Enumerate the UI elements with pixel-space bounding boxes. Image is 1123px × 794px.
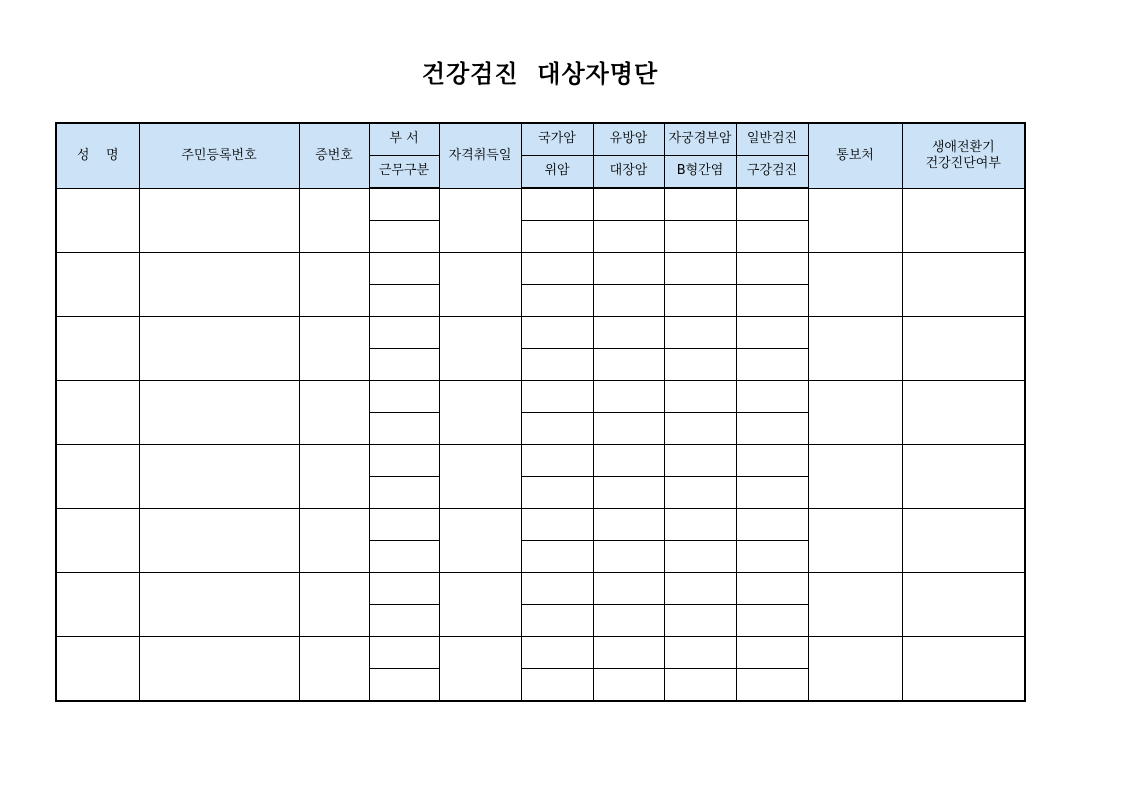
national-cancer-cell[interactable] (521, 573, 593, 605)
resident-number-cell[interactable] (139, 188, 299, 253)
national-cancer-cell[interactable] (521, 253, 593, 285)
name-cell[interactable] (56, 381, 139, 445)
national-cancer-cell[interactable] (521, 188, 593, 221)
hepatitis-b-cell[interactable] (664, 605, 736, 637)
life-transition-cell[interactable] (902, 317, 1025, 381)
card-number-cell[interactable] (299, 509, 369, 573)
cervical-cancer-cell[interactable] (664, 509, 736, 541)
oral-checkup-cell[interactable] (736, 605, 808, 637)
stomach-cancer-cell[interactable] (521, 541, 593, 573)
card-number-cell[interactable] (299, 253, 369, 317)
header-name: 성 명 (56, 123, 139, 188)
hepatitis-b-cell[interactable] (664, 349, 736, 381)
stomach-cancer-cell[interactable] (521, 605, 593, 637)
oral-checkup-cell[interactable] (736, 413, 808, 445)
card-number-cell[interactable] (299, 573, 369, 637)
header-oral-checkup: 구강검진 (736, 156, 808, 189)
life-transition-cell[interactable] (902, 573, 1025, 637)
card-number-cell[interactable] (299, 381, 369, 445)
department-cell[interactable] (369, 445, 439, 477)
national-cancer-cell[interactable] (521, 381, 593, 413)
name-cell[interactable] (56, 573, 139, 637)
oral-checkup-cell[interactable] (736, 669, 808, 702)
colorectal-cancer-cell[interactable] (593, 285, 664, 317)
notification-address-cell[interactable] (808, 317, 902, 381)
header-row-top (56, 123, 1025, 156)
colorectal-cancer-cell[interactable] (593, 477, 664, 509)
header-breast-cancer: 유방암 (593, 123, 664, 156)
card-number-cell[interactable] (299, 188, 369, 253)
header-stomach-cancer: 위암 (521, 156, 593, 189)
qualification-date-cell[interactable] (439, 573, 521, 637)
header-life-transition (902, 123, 1025, 188)
health-checkup-roster-table (55, 122, 1026, 702)
name-cell[interactable] (56, 188, 139, 253)
department-cell[interactable] (369, 637, 439, 669)
name-cell[interactable] (56, 317, 139, 381)
table-row (56, 573, 1025, 605)
resident-number-cell[interactable] (139, 573, 299, 637)
life-transition-cell[interactable] (902, 381, 1025, 445)
resident-number-cell[interactable] (139, 637, 299, 702)
general-checkup-cell[interactable] (736, 317, 808, 349)
header-hepatitis-b: B형간염 (664, 156, 736, 189)
oral-checkup-cell[interactable] (736, 541, 808, 573)
general-checkup-cell[interactable] (736, 188, 808, 221)
hepatitis-b-cell[interactable] (664, 477, 736, 509)
card-number-cell[interactable] (299, 317, 369, 381)
header-card-number: 증번호 (299, 123, 369, 188)
header-department: 부 서 (369, 123, 439, 156)
stomach-cancer-cell[interactable] (521, 349, 593, 381)
table-row (56, 253, 1025, 285)
cervical-cancer-cell[interactable] (664, 253, 736, 285)
oral-checkup-cell[interactable] (736, 349, 808, 381)
document-title: 건강검진 대상자명단 (421, 60, 659, 88)
hepatitis-b-cell[interactable] (664, 221, 736, 253)
colorectal-cancer-cell[interactable] (593, 605, 664, 637)
department-cell[interactable] (369, 381, 439, 413)
name-cell[interactable] (56, 253, 139, 317)
stomach-cancer-cell[interactable] (521, 669, 593, 702)
breast-cancer-cell[interactable] (593, 253, 664, 285)
cervical-cancer-cell[interactable] (664, 188, 736, 221)
employment-type-cell[interactable] (369, 221, 439, 253)
department-cell[interactable] (369, 188, 439, 221)
general-checkup-cell[interactable] (736, 381, 808, 413)
table-row (56, 381, 1025, 413)
colorectal-cancer-cell[interactable] (593, 541, 664, 573)
colorectal-cancer-cell[interactable] (593, 413, 664, 445)
qualification-date-cell[interactable] (439, 637, 521, 702)
oral-checkup-cell[interactable] (736, 221, 808, 253)
qualification-date-cell[interactable] (439, 317, 521, 381)
header-general-checkup: 일반검진 (736, 123, 808, 156)
resident-number-cell[interactable] (139, 381, 299, 445)
notification-address-cell[interactable] (808, 573, 902, 637)
employment-type-cell[interactable] (369, 413, 439, 445)
notification-address-cell[interactable] (808, 637, 902, 702)
department-cell[interactable] (369, 253, 439, 285)
stomach-cancer-cell[interactable] (521, 285, 593, 317)
general-checkup-cell[interactable] (736, 573, 808, 605)
department-cell[interactable] (369, 509, 439, 541)
employment-type-cell[interactable] (369, 605, 439, 637)
table-row (56, 509, 1025, 541)
breast-cancer-cell[interactable] (593, 188, 664, 221)
hepatitis-b-cell[interactable] (664, 541, 736, 573)
table-body (56, 188, 1025, 701)
name-cell[interactable] (56, 637, 139, 702)
general-checkup-cell[interactable] (736, 445, 808, 477)
employment-type-cell[interactable] (369, 477, 439, 509)
employment-type-cell[interactable] (369, 669, 439, 702)
national-cancer-cell[interactable] (521, 317, 593, 349)
header-resident-number: 주민등록번호 (139, 123, 299, 188)
resident-number-cell[interactable] (139, 445, 299, 509)
table-row (56, 445, 1025, 477)
breast-cancer-cell[interactable] (593, 381, 664, 413)
hepatitis-b-cell[interactable] (664, 413, 736, 445)
card-number-cell[interactable] (299, 445, 369, 509)
table-row (56, 317, 1025, 349)
name-cell[interactable] (56, 445, 139, 509)
qualification-date-cell[interactable] (439, 253, 521, 317)
general-checkup-cell[interactable] (736, 253, 808, 285)
stomach-cancer-cell[interactable] (521, 477, 593, 509)
stomach-cancer-cell[interactable] (521, 413, 593, 445)
colorectal-cancer-cell[interactable] (593, 221, 664, 253)
name-cell[interactable] (56, 509, 139, 573)
national-cancer-cell[interactable] (521, 445, 593, 477)
stomach-cancer-cell[interactable] (521, 221, 593, 253)
notification-address-cell[interactable] (808, 381, 902, 445)
breast-cancer-cell[interactable] (593, 637, 664, 669)
breast-cancer-cell[interactable] (593, 445, 664, 477)
cervical-cancer-cell[interactable] (664, 637, 736, 669)
header-colorectal-cancer: 대장암 (593, 156, 664, 189)
header-life-transition-line1: 생애전환기 (931, 139, 995, 155)
employment-type-cell[interactable] (369, 349, 439, 381)
department-cell[interactable] (369, 573, 439, 605)
colorectal-cancer-cell[interactable] (593, 349, 664, 381)
cervical-cancer-cell[interactable] (664, 317, 736, 349)
employment-type-cell[interactable] (369, 541, 439, 573)
oral-checkup-cell[interactable] (736, 477, 808, 509)
header-qualification-date: 자격취득일 (439, 123, 521, 188)
qualification-date-cell[interactable] (439, 188, 521, 253)
breast-cancer-cell[interactable] (593, 509, 664, 541)
life-transition-cell[interactable] (902, 253, 1025, 317)
card-number-cell[interactable] (299, 637, 369, 702)
oral-checkup-cell[interactable] (736, 285, 808, 317)
resident-number-cell[interactable] (139, 509, 299, 573)
general-checkup-cell[interactable] (736, 509, 808, 541)
life-transition-cell[interactable] (902, 509, 1025, 573)
colorectal-cancer-cell[interactable] (593, 669, 664, 702)
resident-number-cell[interactable] (139, 317, 299, 381)
table-row (56, 637, 1025, 669)
department-cell[interactable] (369, 317, 439, 349)
cervical-cancer-cell[interactable] (664, 381, 736, 413)
breast-cancer-cell[interactable] (593, 317, 664, 349)
qualification-date-cell[interactable] (439, 509, 521, 573)
general-checkup-cell[interactable] (736, 637, 808, 669)
national-cancer-cell[interactable] (521, 637, 593, 669)
notification-address-cell[interactable] (808, 509, 902, 573)
header-life-transition-line2: 건강진단여부 (925, 155, 1001, 171)
qualification-date-cell[interactable] (439, 381, 521, 445)
notification-address-cell[interactable] (808, 253, 902, 317)
cervical-cancer-cell[interactable] (664, 445, 736, 477)
header-national-cancer: 국가암 (521, 123, 593, 156)
notification-address-cell[interactable] (808, 188, 902, 253)
header-employment-type: 근무구분 (369, 156, 439, 189)
header-notification-address: 통보처 (808, 123, 902, 188)
life-transition-cell[interactable] (902, 188, 1025, 253)
breast-cancer-cell[interactable] (593, 573, 664, 605)
notification-address-cell[interactable] (808, 445, 902, 509)
cervical-cancer-cell[interactable] (664, 573, 736, 605)
employment-type-cell[interactable] (369, 285, 439, 317)
life-transition-cell[interactable] (902, 445, 1025, 509)
resident-number-cell[interactable] (139, 253, 299, 317)
table-row (56, 188, 1025, 221)
table-header (56, 123, 1025, 188)
hepatitis-b-cell[interactable] (664, 285, 736, 317)
hepatitis-b-cell[interactable] (664, 669, 736, 702)
national-cancer-cell[interactable] (521, 509, 593, 541)
life-transition-cell[interactable] (902, 637, 1025, 702)
qualification-date-cell[interactable] (439, 445, 521, 509)
header-cervical-cancer: 자궁경부암 (664, 123, 736, 156)
